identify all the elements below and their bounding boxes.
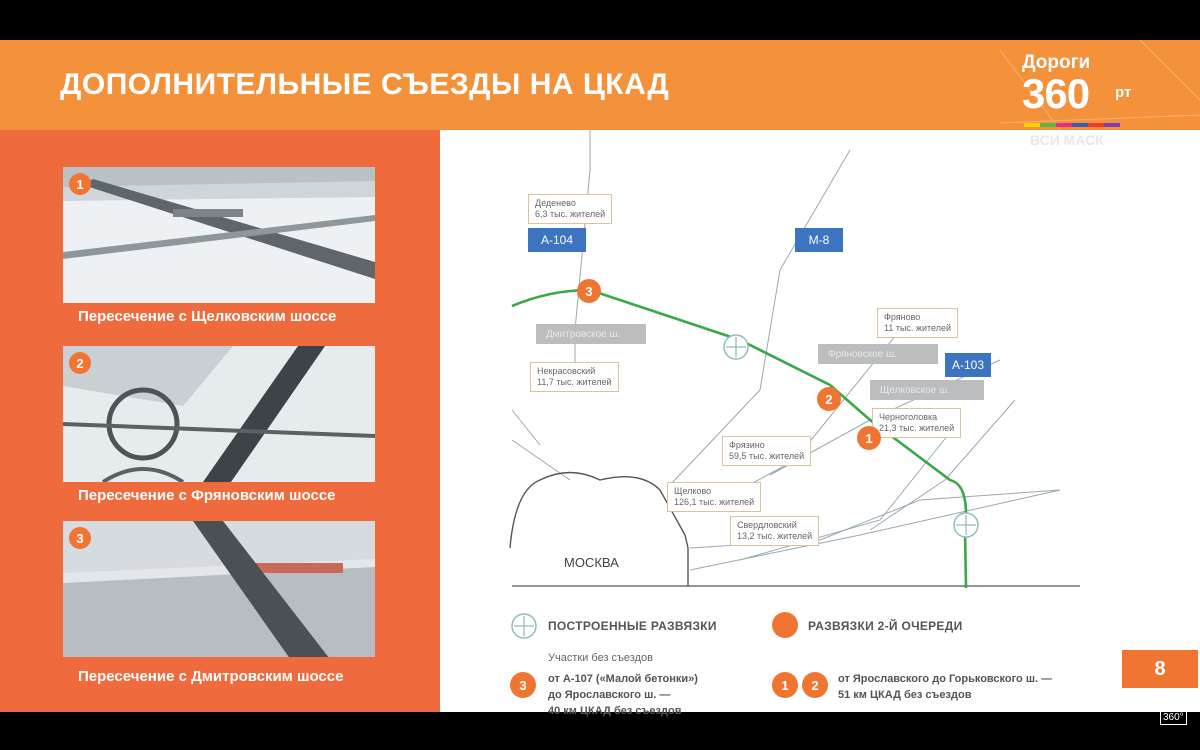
town-pop: 21,3 тыс. жителей [879,423,955,433]
legend-badge-1: 1 [772,672,798,698]
town-name: Щелково [674,486,712,496]
town-fryazino [722,436,811,466]
town-fryanovo [877,308,958,338]
ckad-map [440,130,1200,717]
photo-fryanovo-interchange [63,346,375,482]
town-name: Свердловский [737,520,797,530]
presentation-slide [0,40,1200,717]
legend-line: от А-107 («Малой бетонки») [548,673,698,685]
photo-badge: 2 [69,352,91,374]
town-chernogolovka [872,408,961,438]
legend-line: до Ярославского ш. — [548,689,671,701]
legend-item-1-2 [838,671,1052,703]
town-name: Фряново [884,312,921,322]
photo-badge: 3 [69,527,91,549]
marker-3: 3 [577,279,601,303]
slide-title: ДОПОЛНИТЕЛЬНЫЕ СЪЕЗДЫ НА ЦКАД [60,68,670,101]
legend-built-title: ПОСТРОЕННЫЕ РАЗВЯЗКИ [548,619,717,633]
city-moscow: МОСКВА [564,555,619,570]
town-pop: 11,7 тыс. жителей [537,377,612,387]
legend-line: 51 км ЦКАД без съездов [838,689,972,701]
legend-line: от Ярославского до Горьковского ш. — [838,673,1053,685]
corner-channel-logo: 360° [1160,711,1187,725]
snow-roundabout-image-icon [63,346,375,482]
logo-text-top: Дороги [1022,52,1091,73]
town-shchelkovo [667,482,761,512]
legend-badge-3: 3 [510,672,536,698]
caption-photo-2: Пересечение с Фряновским шоссе [78,487,336,504]
legend-item-3 [548,671,698,719]
town-pop: 13,2 тыс. жителей [737,531,813,541]
town-dedenevo [528,194,612,224]
town-pop: 59,5 тыс. жителей [729,451,805,461]
photo-dmitrov-interchange [63,521,375,657]
built-interchange-icon [510,612,538,640]
marker-2: 2 [817,387,841,411]
second-stage-icon [772,612,798,638]
logo-stripes [1024,123,1120,127]
town-pop: 6,3 тыс. жителей [535,209,606,219]
road-sign-a104: А-104 [528,228,586,252]
logo-360: 360 [1022,70,1090,117]
road-sign-m8: М-8 [795,228,843,252]
town-name: Деденево [535,198,576,208]
snow-forest-bridge-image-icon [63,521,375,657]
highway-fryanovskoe: Фряновское ш. [818,344,938,364]
town-pop: 126,1 тыс. жителей [674,497,755,507]
town-name: Фрязино [729,440,765,450]
caption-photo-3: Пересечение с Дмитровским шоссе [78,668,344,685]
page-number: 8 [1122,650,1198,688]
road-sign-a103: А-103 [945,353,991,377]
snow-bridge-image-icon [63,167,375,303]
highway-shchelkovskoe: Щелковское ш. [870,380,984,400]
town-name: Черноголовка [879,412,938,422]
marker-1: 1 [857,426,881,450]
legend-second-title: РАЗВЯЗКИ 2-Й ОЧЕРЕДИ [808,619,963,633]
town-nekrasovsky [530,362,619,392]
legend-badge-2: 2 [802,672,828,698]
logo-subtitle: ВСИ МАСК [1030,132,1104,148]
legend-sections-label: Участки без съездов [548,652,653,664]
logo-text-side: рт [1115,84,1132,101]
caption-photo-1: Пересечение с Щелковским шоссе [78,308,337,325]
highway-dmitrovskoe: Дмитровское ш. [536,324,646,344]
photo-badge: 1 [69,173,91,195]
town-name: Некрасовский [537,366,596,376]
photo-shchelkovo-interchange [63,167,375,303]
legend-line: 40 км ЦКАД без съездов [548,705,682,717]
town-pop: 11 тыс. жителей [884,323,951,333]
town-sverdlovsky [730,516,819,546]
